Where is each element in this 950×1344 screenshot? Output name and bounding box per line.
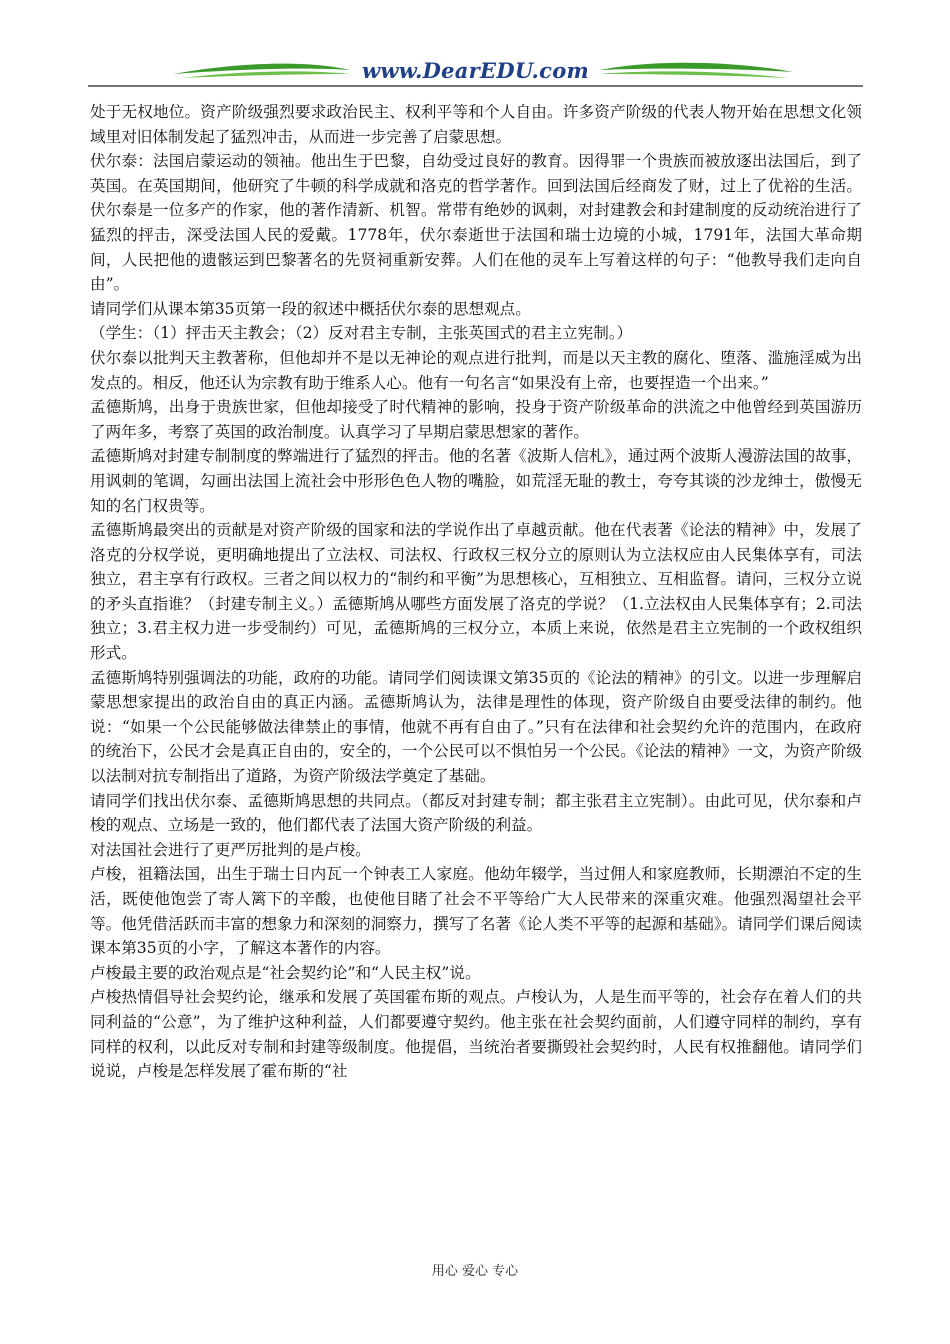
page-header xyxy=(88,48,863,94)
paragraph-2: 伏尔泰：法国启蒙运动的领袖。他出生于巴黎，自幼受过良好的教育。因得罪一个贵族而被放逐出法国后，到了英国。在英国期间，他研究了牛顿的科学成就和洛克的哲学著作。回到法国后经商发了财，过上了优裕的生活。伏尔泰是一位多产的作家，他的著作清新、机智。常带有绝妙的讽刺，对封建教会和封建制度的反动统治进行了猛烈的抨击，深受法国人民的爱戴。1778年，伏尔泰逝世于法国和瑞士边境的小城，1791年，法国大革命期间，人民把他的遗骸运到巴黎著名的先贤祠重新安葬。人们在他的灵车上写着这样的句子：“他教导我们走向自由”。 xyxy=(90,152,862,294)
paragraph-7: 孟德斯鸠对封建专制制度的弊端进行了猛烈的抨击。他的名著《波斯人信札》，通过两个波斯人漫游法国的故事，用讽刺的笔调，勾画出法国上流社会中形形色色人物的嘴脸，如荒淫无耻的教士，夸夸其谈的沙龙绅士，傲慢无知的名门权贵等。 xyxy=(90,447,862,515)
paragraph-8: 孟德斯鸠最突出的贡献是对资产阶级的国家和法的学说作出了卓越贡献。他在代表著《论法的精神》中，发展了洛克的分权学说，更明确地提出了立法权、司法权、行政权三权分立的原则认为立法权应由人民集体享有，司法独立，君主享有行政权。三者之间以权力的“制约和平衡”为思想核心，互相独立、互相监督。请问，三权分立说的矛头直指谁？（封建专制主义。）孟德斯鸠从哪些方面发展了洛克的学说？（1.立法权由人民集体享有；2.司法独立；3.君主权力进一步受制约）可见，孟德斯鸠的三权分立，本质上来说，依然是君主立宪制的一个政权组织形式。 xyxy=(90,521,862,663)
paragraph-6: 孟德斯鸠，出身于贵族世家，但他却接受了时代精神的影响，投身于资产阶级革命的洪流之中他曾经到英国游历了两年多，考察了英国的政治制度。认真学习了早期启蒙思想家的著作。 xyxy=(90,398,862,441)
paragraph-14: 卢梭热情倡导社会契约论，继承和发展了英国霍布斯的观点。卢梭认为，人是生而平等的，社会存在着人们的共同利益的“公意”，为了维护这种利益，人们都要遵守契约。他主张在社会契约面前，人们遵守同样的制约，享有同样的权利，以此反对专制和封建等级制度。他提倡，当统治者要撕毁社会契约时，人民有权推翻他。请同学们说说，卢梭是怎样发展了霍布斯的“社 xyxy=(90,988,862,1081)
paragraph-11: 对法国社会进行了更严厉批判的是卢梭。 xyxy=(90,840,371,859)
paragraph-5: 伏尔泰以批判天主教著称，但他却并不是以无神论的观点进行批判，而是以天主教的腐化、堕落、滥施淫威为出发点的。相反，他还认为宗教有助于维系人心。他有一句名言“如果没有上帝，也要捏造一个出来。” xyxy=(90,348,862,392)
paragraph-1: 处于无权地位。资产阶级强烈要求政治民主、权利平等和个人自由。许多资产阶级的代表人物开始在思想文化领域里对旧体制发起了猛烈冲击，从而进一步完善了启蒙思想。 xyxy=(90,103,862,146)
paragraph-12: 卢梭，祖籍法国，出生于瑞士日内瓦一个钟表工人家庭。他幼年辍学，当过佣人和家庭教师，长期漂泊不定的生活，既使他饱尝了寄人篱下的辛酸，也使他目睹了社会不平等给广大人民带来的深重灾难。他强烈渴望社会平等。他凭借活跃而丰富的想象力和深刻的洞察力，撰写了名著《论人类不平等的起源和基础》。请同学们课后阅读课本第35页的小字，了解这本著作的内容。 xyxy=(90,865,862,958)
document-body xyxy=(90,100,862,1084)
site-logo-text: www.DearEDU.com xyxy=(361,58,590,83)
paragraph-9: 孟德斯鸠特别强调法的功能，政府的功能。请同学们阅读课文第35页的《论法的精神》的引文。以进一步理解启蒙思想家提出的政治自由的真正内涵。孟德斯鸠认为，法律是理性的体现，资产阶级自由要受法律的制约。他说：“如果一个公民能够做法律禁止的事情，他就不再有自由了。”只有在法律和社会契约允许的范围内，在政府的统治下，公民才会是真正自由的，安全的，一个公民可以不惧怕另一个公民。《论法的精神》一文，为资产阶级以法制对抗专制指出了道路，为资产阶级法学奠定了基础。 xyxy=(90,668,862,786)
paragraph-4: （学生：（1）抨击天主教会；（2）反对君主专制，主张英国式的君主立宪制。） xyxy=(90,324,633,343)
page-footer: 用心 爱心 专心 xyxy=(431,1264,519,1279)
paragraph-13: 卢梭最主要的政治观点是“社会契约论”和“人民主权”说。 xyxy=(90,963,481,982)
paragraph-3: 请同学们从课本第35页第一段的叙述中概括伏尔泰的思想观点。 xyxy=(90,299,531,318)
paragraph-10: 请同学们找出伏尔泰、孟德斯鸠思想的共同点。（都反对封建专制；都主张君主立宪制）。由此可见，伏尔泰和卢梭的观点、立场是一致的，他们都代表了法国大资产阶级的利益。 xyxy=(90,791,862,835)
